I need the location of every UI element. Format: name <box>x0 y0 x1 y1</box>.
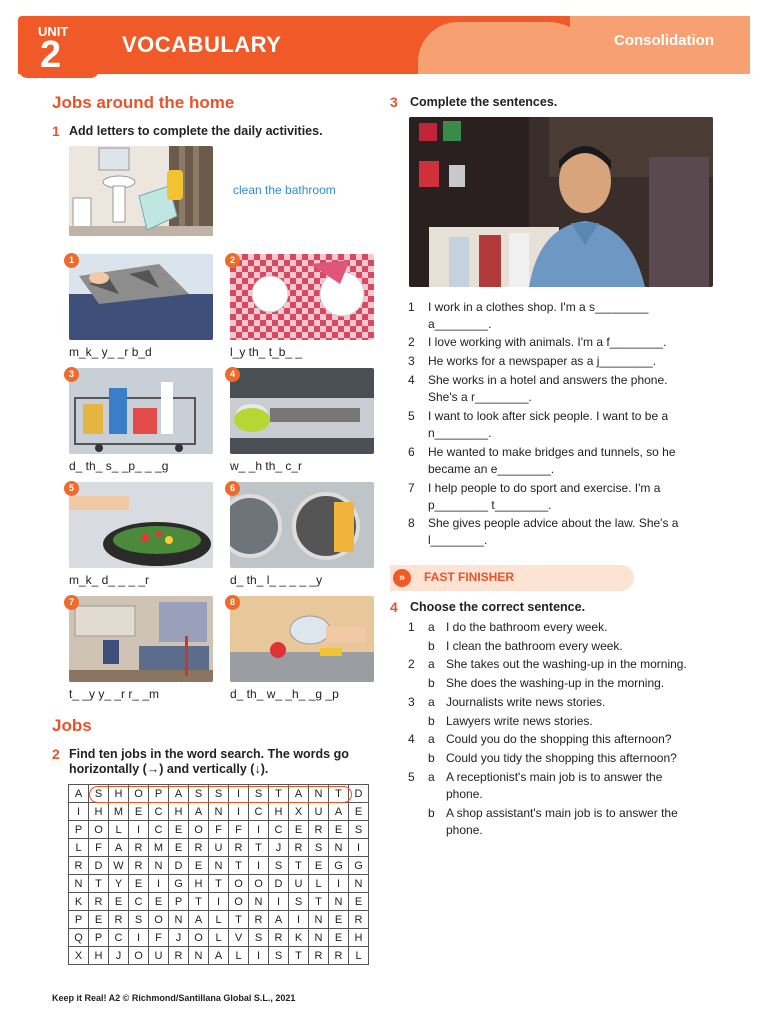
sentence-item <box>408 408 668 442</box>
option-a[interactable]: I do the bathroom every week. <box>446 620 608 634</box>
grid-cell[interactable]: H <box>169 803 189 821</box>
grid-cell[interactable]: N <box>209 803 229 821</box>
grid-cell[interactable]: R <box>309 947 329 965</box>
grid-cell[interactable]: N <box>329 893 349 911</box>
option-a[interactable]: She takes out the washing-up in the morning. <box>446 657 687 671</box>
picture-3-shopping <box>69 368 213 454</box>
grid-cell[interactable]: I <box>289 911 309 929</box>
grid-cell[interactable]: D <box>89 857 109 875</box>
grid-cell[interactable]: H <box>89 803 109 821</box>
sentence-text[interactable]: She works in a hotel and answers the phone. <box>428 373 668 387</box>
sentence-text-continued[interactable]: became an e________. <box>428 462 555 476</box>
exercise-4-number: 4 <box>390 599 398 615</box>
badge-8: 8 <box>225 595 240 610</box>
grid-cell[interactable]: G <box>169 875 189 893</box>
sentence-number: 1 <box>408 300 415 314</box>
sentence-number: 5 <box>408 409 415 423</box>
grid-cell[interactable]: E <box>89 911 109 929</box>
sentence-item <box>408 480 660 514</box>
option-b[interactable]: Could you tidy the shopping this afternoon? <box>446 751 677 765</box>
exercise-3-number: 3 <box>390 94 398 110</box>
grid-cell[interactable]: F <box>229 821 249 839</box>
sentence-text[interactable]: He wanted to make bridges and tunnels, so he <box>428 445 676 459</box>
grid-cell[interactable]: O <box>129 785 149 803</box>
grid-cell[interactable]: G <box>329 857 349 875</box>
grid-cell[interactable]: H <box>109 785 129 803</box>
badge-3: 3 <box>64 367 79 382</box>
grid-cell[interactable]: I <box>209 893 229 911</box>
exercise-2-number: 2 <box>52 746 60 762</box>
sentence-text-continued[interactable]: a________. <box>428 317 492 331</box>
sentence-item <box>408 515 678 549</box>
grid-cell[interactable]: C <box>109 929 129 947</box>
grid-cell[interactable]: V <box>229 929 249 947</box>
unit-number: 2 <box>40 34 62 76</box>
grid-cell[interactable]: I <box>349 839 369 857</box>
grid-cell[interactable]: L <box>309 875 329 893</box>
grid-cell[interactable]: N <box>329 839 349 857</box>
grid-cell[interactable]: O <box>189 821 209 839</box>
page-header <box>18 16 750 78</box>
question-number: 3 <box>408 695 415 709</box>
grid-cell[interactable]: T <box>269 785 289 803</box>
badge-1: 1 <box>64 253 79 268</box>
grid-cell[interactable]: H <box>89 947 109 965</box>
grid-cell[interactable]: A <box>69 785 89 803</box>
grid-cell[interactable]: U <box>209 839 229 857</box>
grid-cell[interactable]: N <box>349 875 369 893</box>
grid-cell[interactable]: H <box>189 875 209 893</box>
grid-cell[interactable]: S <box>349 821 369 839</box>
sentence-text[interactable]: She gives people advice about the law. She's a <box>428 516 679 530</box>
grid-cell[interactable]: I <box>269 893 289 911</box>
picture-7-room <box>69 596 213 682</box>
grid-cell[interactable]: M <box>109 803 129 821</box>
grid-cell[interactable]: E <box>129 803 149 821</box>
section-title-jobs: Jobs <box>52 716 92 735</box>
question-number: 4 <box>408 732 415 746</box>
grid-cell[interactable]: E <box>329 821 349 839</box>
exercise-3-instruction: Complete the sentences. <box>410 95 558 109</box>
grid-cell[interactable]: N <box>249 893 269 911</box>
section-title-jobs-around-home: Jobs around the home <box>52 93 235 112</box>
grid-cell[interactable]: N <box>149 857 169 875</box>
grid-cell[interactable]: S <box>309 839 329 857</box>
grid-cell[interactable]: M <box>149 839 169 857</box>
grid-cell[interactable]: R <box>89 893 109 911</box>
option-letter-b: b <box>428 714 435 728</box>
grid-cell[interactable]: S <box>89 785 109 803</box>
grid-cell[interactable]: O <box>129 947 149 965</box>
sentence-text-continued[interactable]: She's a r________. <box>428 390 532 404</box>
sentence-text[interactable]: I love working with animals. I'm a f________. <box>428 335 667 349</box>
exercise-4-instruction: Choose the correct sentence. <box>410 600 586 614</box>
grid-row <box>69 911 369 929</box>
grid-cell[interactable]: I <box>129 821 149 839</box>
sentence-text-continued[interactable]: p________ t________. <box>428 498 552 512</box>
grid-row <box>69 803 369 821</box>
grid-cell[interactable]: O <box>149 911 169 929</box>
grid-cell[interactable]: E <box>189 857 209 875</box>
grid-cell[interactable]: R <box>189 839 209 857</box>
grid-cell[interactable]: U <box>309 803 329 821</box>
grid-cell[interactable]: O <box>89 821 109 839</box>
option-b[interactable]: She does the washing-up in the morning. <box>446 676 665 690</box>
grid-cell[interactable]: N <box>189 947 209 965</box>
sentence-item <box>408 372 667 406</box>
question-number: 2 <box>408 657 415 671</box>
grid-cell[interactable]: W <box>109 857 129 875</box>
badge-5: 5 <box>64 481 79 496</box>
grid-cell[interactable]: L <box>109 821 129 839</box>
grid-cell[interactable]: J <box>269 839 289 857</box>
grid-cell[interactable]: R <box>249 911 269 929</box>
grid-cell[interactable]: S <box>289 893 309 911</box>
option-letter-a: a <box>428 657 435 671</box>
grid-cell[interactable]: H <box>349 929 369 947</box>
grid-cell[interactable]: S <box>189 785 209 803</box>
option-letter-a: a <box>428 770 435 784</box>
grid-cell[interactable]: L <box>349 947 369 965</box>
grid-cell[interactable]: K <box>69 893 89 911</box>
grid-cell[interactable]: I <box>229 803 249 821</box>
grid-cell[interactable]: I <box>149 875 169 893</box>
badge-7: 7 <box>64 595 79 610</box>
grid-cell[interactable]: R <box>329 947 349 965</box>
picture-1-bed <box>69 254 213 340</box>
grid-cell[interactable]: L <box>209 911 229 929</box>
badge-2: 2 <box>225 253 240 268</box>
grid-cell[interactable]: P <box>89 929 109 947</box>
grid-cell[interactable]: S <box>249 929 269 947</box>
double-chevron-icon: » <box>393 569 411 587</box>
picture-6-laundry <box>230 482 374 568</box>
question-number: 5 <box>408 770 415 784</box>
option-b-continued[interactable]: phone. <box>446 823 483 837</box>
item-2-prompt: l_y th_ t_b_ _ <box>230 345 303 359</box>
badge-4: 4 <box>225 367 240 382</box>
grid-cell[interactable]: H <box>269 803 289 821</box>
grid-cell[interactable]: N <box>309 785 329 803</box>
grid-cell[interactable]: O <box>189 929 209 947</box>
option-a-continued[interactable]: phone. <box>446 787 483 801</box>
grid-cell[interactable]: C <box>269 821 289 839</box>
grid-cell[interactable]: S <box>129 911 149 929</box>
option-letter-b: b <box>428 751 435 765</box>
picture-8-washing-up <box>230 596 374 682</box>
grid-cell[interactable]: N <box>169 911 189 929</box>
option-letter-a: a <box>428 732 435 746</box>
grid-cell[interactable]: R <box>169 947 189 965</box>
grid-cell[interactable]: R <box>349 911 369 929</box>
item-5-prompt: m_k_ d_ _ _ _r <box>69 573 150 587</box>
grid-cell[interactable]: T <box>249 839 269 857</box>
grid-cell[interactable]: Y <box>109 875 129 893</box>
sentence-number: 4 <box>408 373 415 387</box>
grid-cell[interactable]: S <box>269 947 289 965</box>
page-footer: Keep it Real! A2 © Richmond/Santillana Global S.L., 2021 <box>52 993 296 1003</box>
exercise-1-instruction: Add letters to complete the daily activities. <box>69 124 323 138</box>
grid-cell[interactable]: C <box>129 893 149 911</box>
grid-cell[interactable]: L <box>229 947 249 965</box>
option-letter-b: b <box>428 806 435 820</box>
grid-cell[interactable]: J <box>169 929 189 947</box>
grid-cell[interactable]: U <box>149 947 169 965</box>
item-6-prompt: d_ th_ l_ _ _ _ _y <box>230 573 323 587</box>
grid-cell[interactable]: P <box>169 893 189 911</box>
item-3-prompt: d_ th_ s_ _p_ _ _g <box>69 459 169 473</box>
grid-cell[interactable]: I <box>329 875 349 893</box>
option-a[interactable]: Journalists write news stories. <box>446 695 606 709</box>
grid-cell[interactable]: I <box>249 857 269 875</box>
item-4-prompt: w_ _h th_ c_r <box>230 459 303 473</box>
grid-cell[interactable]: P <box>69 821 89 839</box>
grid-cell[interactable]: J <box>109 947 129 965</box>
example-answer: clean the bathroom <box>233 183 336 197</box>
exercise-2-instruction-line1: Find ten jobs in the word search. The words go <box>69 747 349 761</box>
shop-assistant-illustration <box>409 117 713 287</box>
grid-cell[interactable]: T <box>229 857 249 875</box>
grid-cell[interactable]: X <box>69 947 89 965</box>
sentence-text[interactable]: I work in a clothes shop. I'm a s________ <box>428 300 649 314</box>
grid-cell[interactable]: Q <box>69 929 89 947</box>
grid-cell[interactable]: I <box>249 821 269 839</box>
option-letter-a: a <box>428 695 435 709</box>
sentence-number: 3 <box>408 354 415 368</box>
sentence-item <box>408 444 676 478</box>
grid-cell[interactable]: N <box>69 875 89 893</box>
grid-cell[interactable]: I <box>229 785 249 803</box>
grid-cell[interactable]: N <box>309 929 329 947</box>
item-1-prompt: m_k_ y_ _r b_d <box>69 345 152 359</box>
example-answer-circle <box>89 786 352 803</box>
grid-cell[interactable]: R <box>129 839 149 857</box>
grid-cell[interactable]: E <box>149 893 169 911</box>
unit-badge <box>18 16 100 78</box>
grid-cell[interactable]: K <box>289 929 309 947</box>
grid-cell[interactable]: A <box>189 803 209 821</box>
grid-cell[interactable]: A <box>329 803 349 821</box>
option-b[interactable]: A shop assistant's main job is to answer the <box>446 806 678 820</box>
grid-cell[interactable]: A <box>269 911 289 929</box>
sentence-text[interactable]: I help people to do sport and exercise. I'm a <box>428 481 661 495</box>
grid-cell[interactable]: O <box>229 893 249 911</box>
option-letter-a: a <box>428 620 435 634</box>
sentence-number: 2 <box>408 335 415 349</box>
grid-cell[interactable]: E <box>109 893 129 911</box>
grid-cell[interactable]: I <box>129 929 149 947</box>
picture-2-table <box>230 254 374 340</box>
grid-cell[interactable]: E <box>309 857 329 875</box>
grid-cell[interactable]: A <box>189 911 209 929</box>
sentence-number: 8 <box>408 516 415 530</box>
question-number: 1 <box>408 620 415 634</box>
sentence-item <box>408 334 666 351</box>
grid-cell[interactable]: O <box>229 875 249 893</box>
sentence-text-continued[interactable]: n________. <box>428 426 492 440</box>
grid-row <box>69 893 369 911</box>
exercise-2-instruction-line2: horizontally (→) and vertically (↓). <box>69 762 269 776</box>
grid-cell[interactable]: T <box>229 911 249 929</box>
fast-finisher-label: FAST FINISHER <box>424 570 515 584</box>
sentence-text-continued[interactable]: l________. <box>428 533 488 547</box>
grid-cell[interactable]: P <box>149 785 169 803</box>
grid-cell[interactable]: L <box>209 929 229 947</box>
grid-cell[interactable]: R <box>129 857 149 875</box>
option-b[interactable]: Lawyers write news stories. <box>446 714 593 728</box>
grid-cell[interactable]: P <box>69 911 89 929</box>
grid-cell[interactable]: R <box>269 929 289 947</box>
page-title: VOCABULARY <box>122 32 282 57</box>
option-a[interactable]: A receptionist's main job is to answer the <box>446 770 663 784</box>
grid-cell[interactable]: A <box>109 839 129 857</box>
grid-cell[interactable]: E <box>349 803 369 821</box>
grid-cell[interactable]: C <box>149 821 169 839</box>
grid-cell[interactable]: E <box>329 911 349 929</box>
grid-cell[interactable]: T <box>189 893 209 911</box>
grid-cell[interactable]: X <box>289 803 309 821</box>
grid-cell[interactable]: L <box>69 839 89 857</box>
sentence-number: 6 <box>408 445 415 459</box>
picture-5-cooking <box>69 482 213 568</box>
sentence-item <box>408 299 648 333</box>
grid-cell[interactable]: C <box>149 803 169 821</box>
grid-cell[interactable]: N <box>209 857 229 875</box>
sentence-item <box>408 353 656 370</box>
grid-row <box>69 857 369 875</box>
bathroom-illustration <box>69 146 213 236</box>
grid-row <box>69 947 369 965</box>
grid-cell[interactable]: A <box>209 947 229 965</box>
grid-cell[interactable]: T <box>309 893 329 911</box>
grid-cell[interactable]: S <box>269 857 289 875</box>
grid-cell[interactable]: T <box>289 857 309 875</box>
grid-cell[interactable]: E <box>169 839 189 857</box>
grid-cell[interactable]: D <box>269 875 289 893</box>
grid-row <box>69 875 369 893</box>
grid-cell[interactable]: T <box>289 947 309 965</box>
grid-cell[interactable]: D <box>349 785 369 803</box>
grid-cell[interactable]: D <box>169 857 189 875</box>
item-7-prompt: t_ _y y_ _r r_ _m <box>69 687 160 701</box>
grid-row <box>69 821 369 839</box>
section-label: Consolidation <box>614 32 714 49</box>
grid-cell[interactable]: F <box>149 929 169 947</box>
grid-cell[interactable]: I <box>69 803 89 821</box>
badge-6: 6 <box>225 481 240 496</box>
grid-row <box>69 839 369 857</box>
grid-cell[interactable]: R <box>309 821 329 839</box>
picture-4-car <box>230 368 374 454</box>
grid-cell[interactable]: E <box>289 821 309 839</box>
grid-cell[interactable]: T <box>209 875 229 893</box>
grid-cell[interactable]: I <box>249 947 269 965</box>
grid-cell[interactable]: T <box>329 785 349 803</box>
item-8-prompt: d_ th_ w_ _h_ _g _p <box>230 687 339 701</box>
grid-cell[interactable]: R <box>289 839 309 857</box>
grid-cell[interactable]: R <box>69 857 89 875</box>
option-letter-b: b <box>428 676 435 690</box>
grid-cell[interactable]: E <box>349 893 369 911</box>
grid-cell[interactable]: T <box>89 875 109 893</box>
exercise-1-number: 1 <box>52 123 60 139</box>
sentence-text[interactable]: He works for a newspaper as a j________. <box>428 354 657 368</box>
grid-cell[interactable]: S <box>209 785 229 803</box>
grid-cell[interactable]: O <box>249 875 269 893</box>
option-letter-b: b <box>428 639 435 653</box>
shop-assistant-photo <box>409 117 713 287</box>
option-b[interactable]: I clean the bathroom every week. <box>446 639 623 653</box>
grid-cell[interactable]: F <box>209 821 229 839</box>
grid-cell[interactable]: R <box>109 911 129 929</box>
grid-cell[interactable]: A <box>289 785 309 803</box>
grid-cell[interactable]: E <box>169 821 189 839</box>
sentence-number: 7 <box>408 481 415 495</box>
option-a[interactable]: Could you do the shopping this afternoon? <box>446 732 672 746</box>
unit-label: UNIT <box>38 24 69 39</box>
bathroom-picture <box>69 146 213 236</box>
grid-row <box>69 929 369 947</box>
grid-cell[interactable]: U <box>289 875 309 893</box>
sentence-text[interactable]: I want to look after sick people. I want to be a <box>428 409 669 423</box>
word-search-grid[interactable] <box>68 784 369 965</box>
grid-cell[interactable]: C <box>249 803 269 821</box>
grid-cell[interactable]: S <box>249 785 269 803</box>
grid-cell[interactable]: E <box>329 929 349 947</box>
grid-cell[interactable]: G <box>349 857 369 875</box>
grid-cell[interactable]: A <box>169 785 189 803</box>
grid-cell[interactable]: E <box>129 875 149 893</box>
grid-cell[interactable]: N <box>309 911 329 929</box>
grid-cell[interactable]: R <box>229 839 249 857</box>
grid-cell[interactable]: F <box>89 839 109 857</box>
